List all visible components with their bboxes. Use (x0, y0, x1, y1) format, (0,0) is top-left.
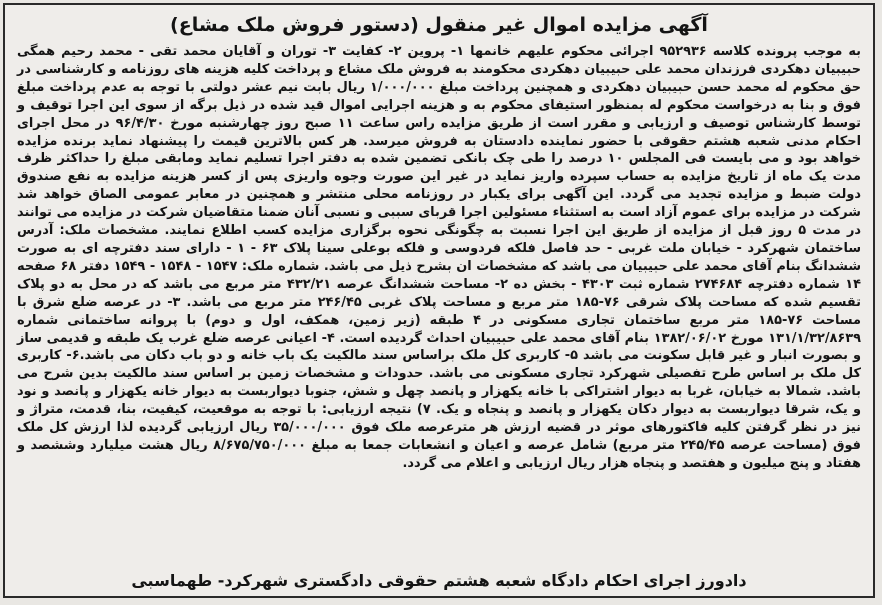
auction-paragraph: به موجب پرونده کلاسه ۹۵۲۹۳۶ اجرائی محکوم علیهم خانمها ۱- پروین ۲- کفایت ۳- توران و آقایان محمد تقی - محمد رحیم همگی حبیبیان دهکردی فرزندان محمد علی حبیبیان دهکردی محکومند به فروش ملک مشاع و پرداخت کلیه هزینه های روزنامه و کارشناسی در حق محکوم له محمد حسن حبیبیان دهکردی و همچنین پرداخت مبلغ ۱/۰۰۰/۰۰۰ ریال بابت نیم عشر دولتی با توجه به عدم پرداخت مبلغ فوق و بنا به درخواست محکوم له بمنظور استیفای محکوم به و هزینه اجرایی اموال قید شده در ذیل برگه از سوی این اجرا توقیف و توسط کارشناس توصیف و ارزیابی و مقرر است از طریق مزایده راس ساعت ۱۱ صبح روز چهارشنبه مورخ ۹۶/۴/۳۰ در محل اجرای احکام مدنی شعبه هشتم حقوقی با حضور نماینده دادستان به فروش میرسد. هر کس بالاترین قیمت را پیشنهاد نماید برنده مزایده خواهد بود و می بایست فی المجلس ۱۰ درصد را طی چک بانکی تضمین شده به دفتر اجرا تسلیم نماید ومابقی مبلغ را حداکثر ظرف مدت یک ماه از تاریخ مزایده به حساب سپرده واریز نماید در غیر این صورت وجوه واریزی پس از کسر هزینه مزایده به نفع صندوق دولت ضبط و مزایده تجدید می گردد. این آگهی برای یکبار در روزنامه محلی منتشر و همچنین در معابر عمومی الصاق خواهد شد شرکت در مزایده برای عموم آزاد است به استثناء مسئولین اجرا قربای سببی و نسبی آنان ضمنا متقاضیان شرکت در مزایده می توانند در مدت ۵ روز قبل از مزایده از طریق این اجرا نسبت به چگونگی نحوه برگزاری مزایده کسب اطلاع نمایند. (17, 44, 862, 239)
notice-frame (3, 3, 875, 598)
notice-body (17, 43, 861, 473)
notice-title: آگهی مزایده اموال غیر منقول (دستور فروش ملک مشاع) (170, 14, 708, 36)
signature-line: دادورز اجرای احکام دادگاه شعبه هشتم حقوقی دادگستری شهرکرد- طهماسبی (131, 571, 747, 590)
property-specs: مشخصات ملک: آدرس ساختمان شهرکرد - خیابان ملت غربی - حد فاصل فلکه فردوسی و فلکه بوعلی سینا پلاک ۶۳ - ۱ - دارای سند دفترچه ای به صورت ششدانگ بنام آقای محمد علی حبیبیان می باشد که مشخصات ان بشرح ذیل می باشد. شماره ملک: ۱۵۴۷ - ۱۵۴۸ - ۱۵۴۹ دفتر ۶۸ صفحه ۱۴ شماره دفترچه ۲۷۴۶۸۴ شماره ثبت ۴۳۰۳ - بخش ده ۲- مساحت ششدانگ عرصه ۴۳۲/۲۱ متر مربع می باشد که در محل به دو پلاک تقسیم شده که مساحت پلاک شرقی ۷۶-۱۸۵ متر مربع و مساحت پلاک غربی ۲۴۶/۴۵ متر مربع می باشد. ۳- در عرصه ضلع شرق با مساحت ۷۶-۱۸۵ متر مربع ساختمان تجاری مسکونی در ۴ طبقه (زیر زمین، همکف، اول و دوم) با پروانه ساختمانی شماره ۱۳۱/۱/۳۲/۸۶۳۹ مورخ ۱۳۸۲/۰۶/۰۲ بنام آقای محمد علی حبیبیان احداث گردیده است. ۴- اعیانی عرصه ضلع غرب یک طبقه و قدیمی ساز و بصورت انبار و غیر قابل سکونت می باشد ۵- کاربری کل ملک براساس سند مالکیت یک باب خانه و دو باب دکان می باشد.۶- کاربری کل ملک بر اساس طرح تفصیلی شهرکرد تجاری مسکونی می باشد. حدودات و مشخصات زمین بر اساس سند مالکیت بدین شرح می باشد. شمالا به خیابان، غربا به دیوار اشتراکی با خانه یکهزار و پانصد چهل و شش، جنوبا دیواربست به دیوار خانه یکهزار و پانصد و نود و یک، شرقا دیواربست به دیوار دکان یکهزار و پانصد و پنجاه و یک. ۷) نتیجه ارزیابی: با توجه به موقعیت، کیفیت، بنا، قدمت، متراژ و نیز در نظر گرفتن کلیه فاکتورهای موثر در قضیه ارزش هر مترعرصه ملک فوق ۳۵/۰۰۰/۰۰۰ ریال ارزیابی گردیده لذا ارزش کل ملک فوق (مساحت عرصه ۲۴۵/۴۵ متر مربع) شامل عرصه و اعیان و انشعابات جمعا به مبلغ ۸/۶۷۵/۷۵۰/۰۰۰ ریال هشت میلیارد وششصد و هفتاد و پنج میلیون و هفتصد و پنجاه هزار ریال ارزیابی و اعلام می گردد. (17, 223, 862, 471)
